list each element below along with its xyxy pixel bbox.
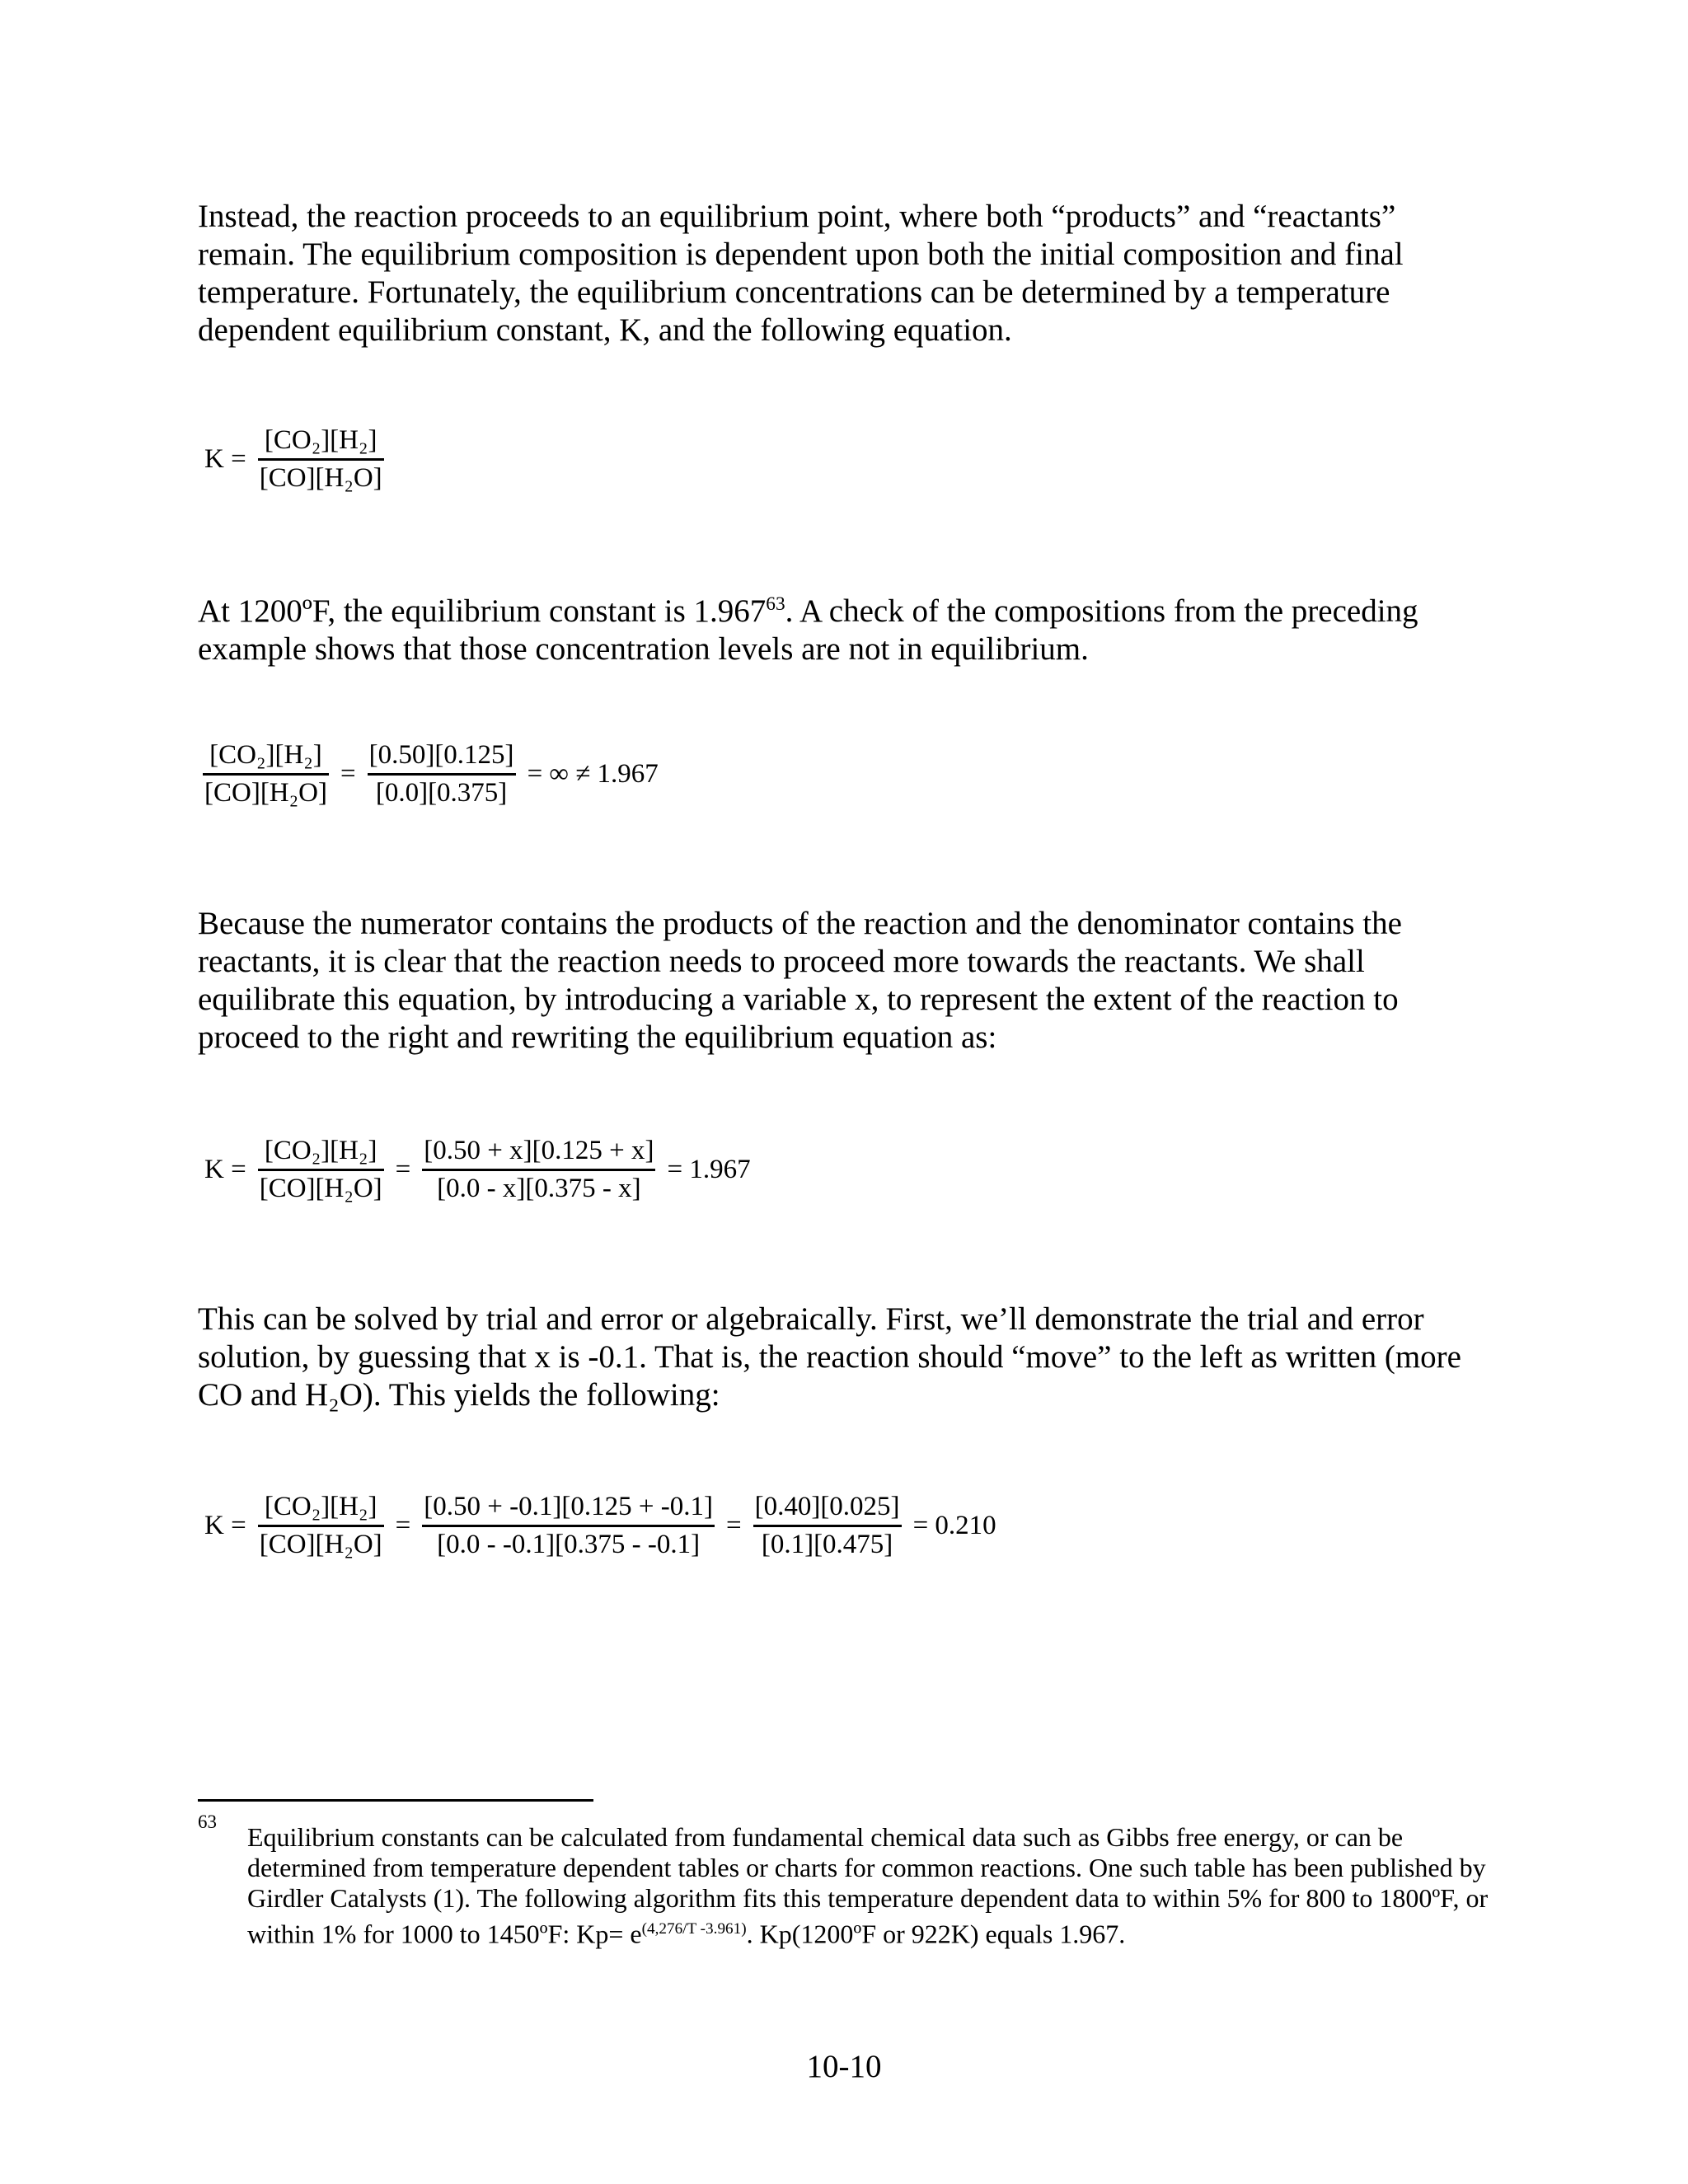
footnote-exponent: (4,276/T -3.961) xyxy=(641,1920,747,1938)
substituted-fraction xyxy=(422,1493,715,1558)
footnote-mark: 63 xyxy=(198,1811,217,1832)
footnote-text-before: Equilibrium constants can be calculated from fundamental chemical data such as Gibbs free energy, or can be determined from temperature dependent tables or charts for common reactions. One such table has been published by Girdler Catalysts (1). The following algorithm fits this temperature dependent data to within 5% for 800 to 1800ºF, or within 1% for 1000 to 1450ºF: Kp= e xyxy=(247,1822,1489,1949)
species-fraction xyxy=(258,1137,384,1202)
footnote-divider xyxy=(198,1799,593,1802)
fraction-bar xyxy=(422,1525,715,1527)
fraction-numerator: [CO₂][H₂] xyxy=(264,1136,377,1165)
equals-sign: = xyxy=(725,1511,742,1540)
equation-result: = ∞ ≠ 1.967 xyxy=(527,759,659,789)
fraction-numerator: [0.50 + x][0.125 + x] xyxy=(424,1136,654,1165)
fraction-denominator: [0.1][0.475] xyxy=(761,1530,893,1559)
fraction-numerator: [0.40][0.025] xyxy=(754,1492,900,1521)
paragraph2-text-after: . A check of the compositions from the preceding example shows that those concentration levels are not in equilibrium. xyxy=(198,593,1418,667)
fraction-denominator: [0.0 - x][0.375 - x] xyxy=(437,1174,641,1203)
equation-result: = 1.967 xyxy=(667,1155,751,1184)
fraction-denominator: [CO][H₂O] xyxy=(259,1530,382,1559)
fraction-bar xyxy=(258,1525,384,1527)
species-fraction xyxy=(258,1493,384,1558)
equation-check-compositions xyxy=(198,742,665,807)
fraction-bar xyxy=(422,1169,655,1171)
k-fraction xyxy=(258,427,384,492)
fraction-bar xyxy=(753,1525,902,1527)
paragraph-equilibrium-intro: Instead, the reaction proceeds to an equilibrium point, where both “products” and “reactants” remain. The equilibrium composition is dependent upon both the initial composition and final temperature. Fortunately, the equilibrium concentrations can be determined by a temperature dependent equilibrium constant, K, and the following equation. xyxy=(198,199,1404,348)
fraction-bar xyxy=(258,458,384,461)
species-fraction xyxy=(203,742,329,807)
fraction-bar xyxy=(368,773,516,776)
fraction-numerator: [0.50][0.125] xyxy=(368,740,514,770)
paragraph-introduce-variable: Because the numerator contains the products of the reaction and the denominator contains the reactants, it is clear that the reaction needs to proceed more towards the reactants. We shall equilibrate this equation, by introducing a variable x, to represent the extent of the reaction to proceed to the right and rewriting the equilibrium equation as: xyxy=(198,906,1402,1055)
fraction-numerator: [CO₂][H₂] xyxy=(209,740,322,770)
fraction-bar xyxy=(258,1169,384,1171)
fraction-numerator: [CO₂][H₂] xyxy=(264,1492,377,1521)
value-fraction xyxy=(368,742,516,807)
footnote-text-after: . Kp(1200ºF or 922K) equals 1.967. xyxy=(746,1919,1126,1949)
fraction-bar xyxy=(203,773,329,776)
equation-result: = 0.210 xyxy=(912,1511,996,1540)
fraction-denominator: [CO][H₂O] xyxy=(204,778,327,808)
fraction-numerator: [CO₂][H₂] xyxy=(264,425,377,455)
footnote-reference: 63 xyxy=(766,593,785,615)
fraction-denominator: [CO][H₂O] xyxy=(259,463,382,493)
page-number: 10-10 xyxy=(806,2049,882,2084)
equals-sign: = xyxy=(340,759,356,789)
evaluated-fraction xyxy=(753,1493,902,1558)
fraction-numerator: [0.50 + -0.1][0.125 + -0.1] xyxy=(424,1492,713,1521)
equals-sign: = xyxy=(395,1155,411,1184)
equation-with-variable-x xyxy=(198,1137,757,1202)
k-label: K = xyxy=(204,1155,246,1184)
variable-fraction xyxy=(422,1137,655,1202)
k-label: K = xyxy=(204,444,246,474)
equals-sign: = xyxy=(395,1511,411,1540)
k-label: K = xyxy=(204,1511,246,1540)
paragraph-trial-and-error: This can be solved by trial and error or algebraically. First, we’ll demonstrate the trial and error solution, by guessing that x is -0.1. That is, the reaction should “move” to the left as written (more CO and H₂O). This yields the following: xyxy=(198,1301,1461,1413)
fraction-denominator: [0.0][0.375] xyxy=(375,778,508,808)
paragraph2-text-before: At 1200ºF, the equilibrium constant is 1.967 xyxy=(198,593,767,629)
fraction-denominator: [0.0 - -0.1][0.375 - -0.1] xyxy=(437,1530,701,1559)
equation-trial-solution xyxy=(198,1493,1003,1558)
fraction-denominator: [CO][H₂O] xyxy=(259,1174,382,1203)
paragraph-equilibrium-constant xyxy=(198,585,1484,668)
equation-k-definition xyxy=(198,427,389,492)
footnote-text xyxy=(247,1822,1492,1950)
